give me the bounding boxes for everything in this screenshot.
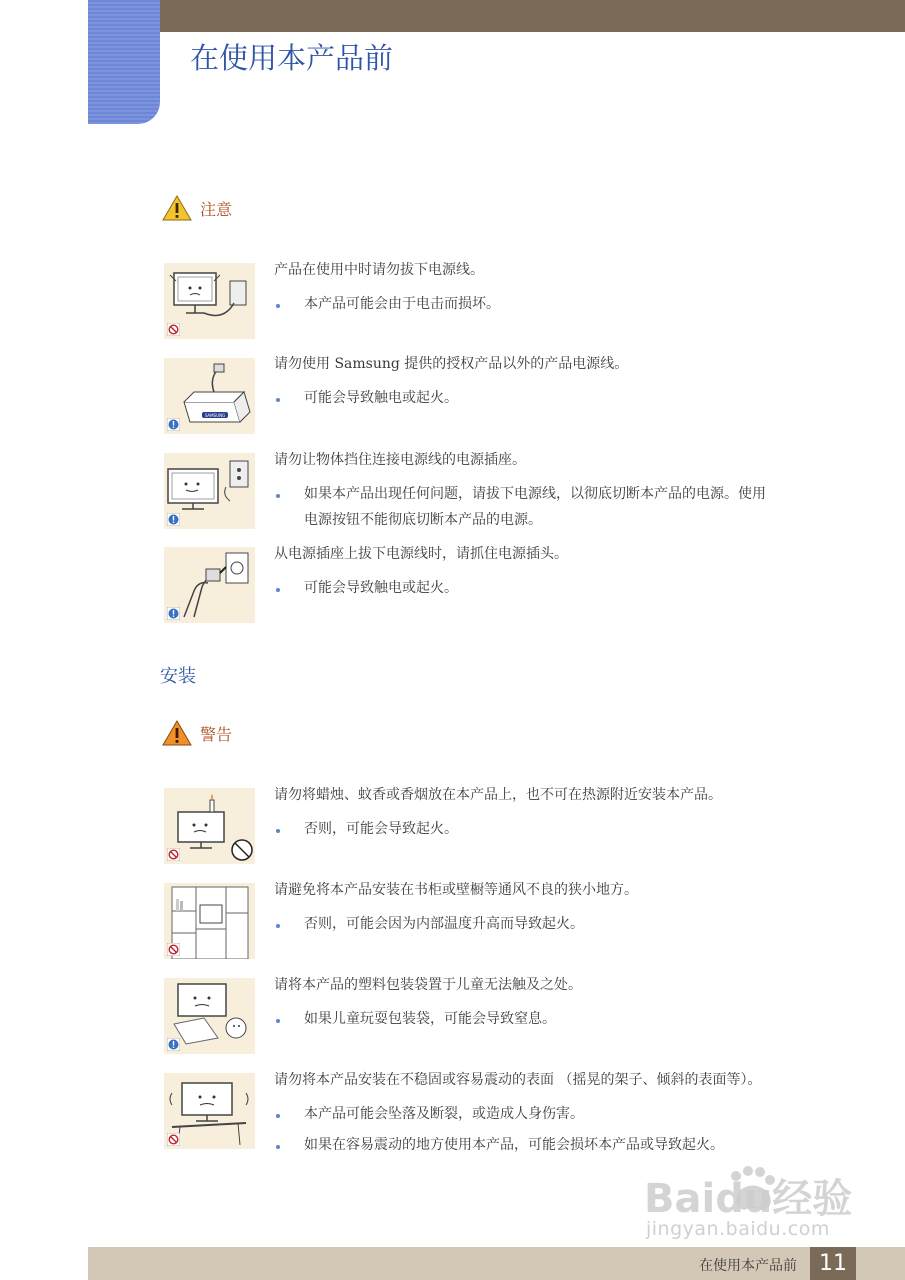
illustration-bookcase	[164, 883, 255, 959]
caution-label: 注意	[200, 199, 233, 219]
caution-item-1	[274, 260, 774, 322]
prohibited-icon	[167, 1133, 180, 1146]
info-icon	[167, 418, 180, 431]
chapter-tab	[88, 0, 160, 124]
page-title: 在使用本产品前	[190, 41, 394, 75]
bullet-list	[274, 481, 774, 533]
prohibited-icon	[167, 943, 180, 956]
illustration-power-cord-box	[164, 358, 255, 434]
bullet-item: 如果儿童玩耍包装袋，可能会导致窒息。	[274, 1006, 774, 1032]
illustration-pull-plug	[164, 547, 255, 623]
bullet-list	[274, 911, 774, 937]
bullet-list	[274, 816, 774, 842]
baidu-jingyan-logo	[644, 1166, 854, 1222]
caution-item-2	[274, 354, 774, 416]
header-bar	[160, 0, 905, 32]
bullet-item: 如果在容易震动的地方使用本产品，可能会损坏本产品或导致起火。	[274, 1132, 774, 1158]
warning-notice	[162, 720, 232, 746]
item-lead: 产品在使用中时请勿拔下电源线。	[274, 262, 484, 278]
bullet-list	[274, 575, 774, 601]
item-lead: 请勿使用 Samsung 提供的授权产品以外的产品电源线。	[274, 356, 629, 372]
warning-label: 警告	[200, 724, 233, 744]
bullet-item: 否则，可能会因为内部温度升高而导致起火。	[274, 911, 774, 937]
baidu-watermark	[640, 1140, 860, 1244]
samsung-box-logo: SAMSUNG	[204, 413, 226, 418]
watermark-url: jingyan.baidu.com	[646, 1218, 830, 1240]
warning-item-3	[274, 975, 774, 1037]
item-lead: 请避免将本产品安装在书柜或壁橱等通风不良的狭小地方。	[274, 882, 638, 898]
bullet-list	[274, 291, 774, 317]
item-lead: 请勿让物体挡住连接电源线的电源插座。	[274, 452, 526, 468]
item-lead: 请将本产品的塑料包装袋置于儿童无法触及之处。	[274, 977, 582, 993]
bullet-item: 可能会导致触电或起火。	[274, 575, 774, 601]
bullet-list	[274, 385, 774, 411]
illustration-monitor-unplug	[164, 263, 255, 339]
watermark-logo-text: Baidu经验	[644, 1176, 853, 1222]
page-number: 11	[810, 1247, 856, 1280]
prohibited-icon	[167, 848, 180, 861]
prohibited-icon	[167, 323, 180, 336]
caution-notice	[162, 195, 232, 221]
info-icon	[167, 607, 180, 620]
info-icon	[167, 513, 180, 526]
item-lead: 从电源插座上拔下电源线时，请抓住电源插头。	[274, 546, 568, 562]
warning-triangle-icon	[162, 720, 192, 746]
bullet-item: 可能会导致触电或起火。	[274, 385, 774, 411]
warning-triangle-icon	[162, 195, 192, 221]
illustration-candle-on-monitor	[164, 788, 255, 864]
item-lead: 请勿将本产品安装在不稳固或容易震动的表面 （摇晃的架子、倾斜的表面等）。	[274, 1072, 762, 1088]
footer-section-title: 在使用本产品前	[699, 1258, 797, 1274]
illustration-blocked-outlet	[164, 453, 255, 529]
illustration-plastic-bag-child	[164, 978, 255, 1054]
caution-item-3	[274, 450, 774, 538]
bullet-item: 本产品可能会坠落及断裂，或造成人身伤害。	[274, 1101, 774, 1127]
warning-item-1	[274, 785, 774, 847]
bullet-item: 本产品可能会由于电击而损坏。	[274, 291, 774, 317]
bullet-item: 如果本产品出现任何问题，请拔下电源线，以彻底切断本产品的电源。使用电源按钮不能彻底切断本产品的电源。	[274, 481, 774, 533]
section-heading: 安装	[160, 666, 196, 687]
illustration-unstable-surface	[164, 1073, 255, 1149]
warning-item-2	[274, 880, 774, 942]
caution-item-4	[274, 544, 774, 606]
bullet-list	[274, 1006, 774, 1032]
bullet-item: 否则，可能会导致起火。	[274, 816, 774, 842]
item-lead: 请勿将蜡烛、蚊香或香烟放在本产品上，也不可在热源附近安装本产品。	[274, 787, 722, 803]
info-icon	[167, 1038, 180, 1051]
